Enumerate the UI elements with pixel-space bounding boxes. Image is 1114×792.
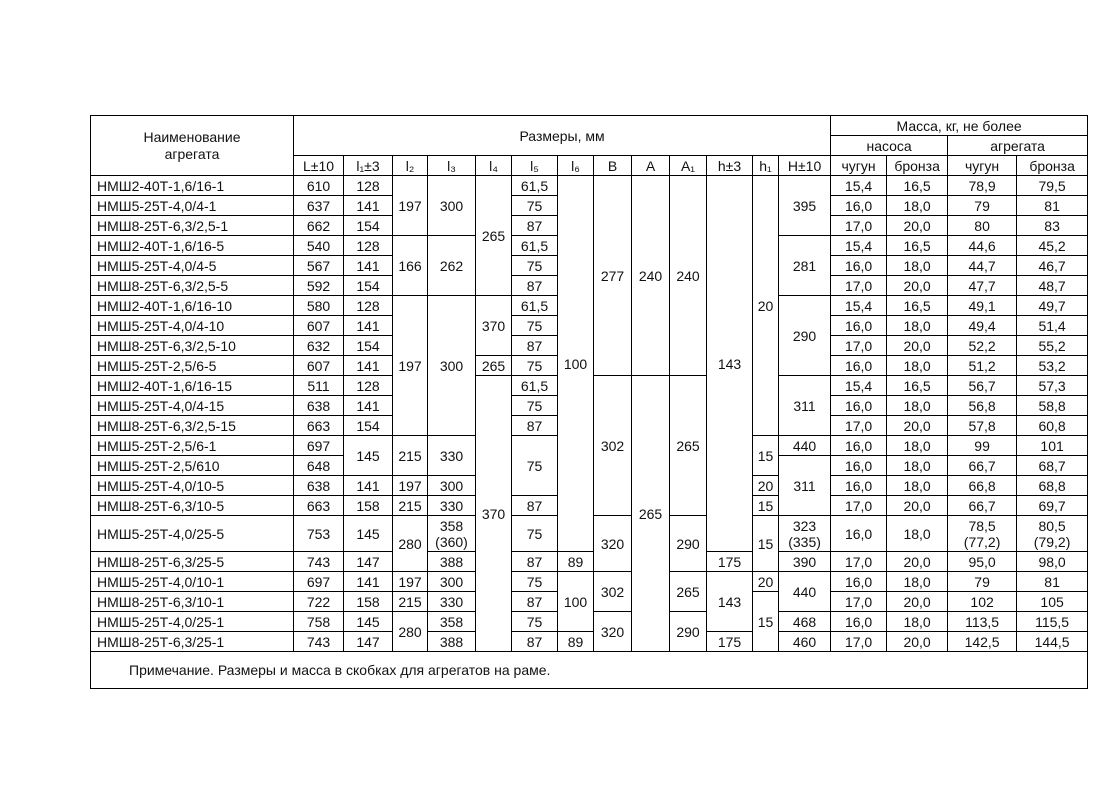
table-header: [91, 116, 1088, 176]
cell-h: 440: [779, 436, 831, 456]
cell-h: 311: [779, 456, 831, 516]
cell-l: 743: [294, 552, 344, 572]
cell-m-pump-iron: 15,4: [831, 176, 887, 196]
cell-m-unit-iron: 99: [948, 436, 1017, 456]
cell-l5: 75: [512, 436, 558, 496]
cell-m-pump-iron: 16,0: [831, 572, 887, 592]
cell-m-pump-bronze: 20,0: [887, 416, 948, 436]
cell-m-unit-bronze: 81: [1017, 196, 1088, 216]
cell-m-pump-bronze: 16,5: [887, 376, 948, 396]
cell-h1: 20: [753, 572, 779, 592]
cell-h1: 15: [753, 496, 779, 516]
cell-b: 302: [594, 572, 632, 612]
column-header: бронза: [887, 156, 948, 176]
cell-a1: 290: [670, 516, 707, 572]
cell-m-unit-iron: 56,7: [948, 376, 1017, 396]
header-name: Наименование агрегата: [91, 116, 294, 176]
cell-l2: 215: [393, 436, 428, 476]
cell-m-unit-iron: 95,0: [948, 552, 1017, 572]
cell-l1: 147: [344, 552, 393, 572]
table-row: [91, 176, 1088, 196]
cell-m-pump-iron: 17,0: [831, 552, 887, 572]
cell-m-unit-bronze: 105: [1017, 592, 1088, 612]
cell-m-pump-bronze: 20,0: [887, 216, 948, 236]
cell-l4: 265: [476, 176, 512, 296]
cell-l3: 388: [428, 552, 476, 572]
cell-h: 323 (335): [779, 516, 831, 552]
cell-h1: 15: [753, 592, 779, 652]
cell-m-unit-bronze: 55,2: [1017, 336, 1088, 356]
cell-m-unit-iron: 80: [948, 216, 1017, 236]
cell-l5: 75: [512, 516, 558, 552]
column-header: B: [594, 156, 632, 176]
cell-b: 320: [594, 612, 632, 652]
cell-l4: 370: [476, 376, 512, 652]
cell-l6: 89: [558, 632, 594, 652]
cell-m-pump-bronze: 18,0: [887, 572, 948, 592]
cell-h: 395: [779, 176, 831, 236]
header-mass-unit: агрегата: [948, 136, 1088, 156]
cell-m-pump-bronze: 20,0: [887, 276, 948, 296]
table-body: [91, 176, 1088, 652]
cell-l5: 75: [512, 612, 558, 632]
column-header: чугун: [831, 156, 887, 176]
cell-l5: 87: [512, 216, 558, 236]
cell-m-pump-bronze: 20,0: [887, 336, 948, 356]
header-mass-pump: насоса: [831, 136, 948, 156]
cell-m-unit-iron: 78,9: [948, 176, 1017, 196]
unit-name: НМШ8-25Т-6,3/25-1: [91, 632, 294, 652]
cell-l1: 158: [344, 496, 393, 516]
cell-l2: 197: [393, 476, 428, 496]
cell-m-unit-bronze: 144,5: [1017, 632, 1088, 652]
cell-l: 592: [294, 276, 344, 296]
unit-name: НМШ2-40Т-1,6/16-1: [91, 176, 294, 196]
cell-l2: 197: [393, 176, 428, 236]
unit-name: НМШ5-25Т-2,5/6-5: [91, 356, 294, 376]
cell-m-pump-iron: 16,0: [831, 456, 887, 476]
cell-l: 511: [294, 376, 344, 396]
cell-m-unit-iron: 47,7: [948, 276, 1017, 296]
cell-m-unit-bronze: 60,8: [1017, 416, 1088, 436]
cell-a1: 240: [670, 176, 707, 376]
unit-name: НМШ2-40Т-1,6/16-5: [91, 236, 294, 256]
cell-m-pump-iron: 17,0: [831, 336, 887, 356]
cell-m-unit-iron: 113,5: [948, 612, 1017, 632]
column-header: чугун: [948, 156, 1017, 176]
cell-l5: 75: [512, 316, 558, 336]
cell-m-unit-bronze: 83: [1017, 216, 1088, 236]
cell-m-unit-bronze: 81: [1017, 572, 1088, 592]
cell-l3: 388: [428, 632, 476, 652]
cell-h: 468: [779, 612, 831, 632]
cell-m-pump-iron: 17,0: [831, 592, 887, 612]
column-header: l₆: [558, 156, 594, 176]
unit-name: НМШ8-25Т-6,3/25-5: [91, 552, 294, 572]
cell-b: 302: [594, 376, 632, 516]
cell-l: 607: [294, 356, 344, 376]
cell-m-unit-iron: 79: [948, 196, 1017, 216]
cell-h: 390: [779, 552, 831, 572]
cell-l5: 75: [512, 196, 558, 216]
cell-m-pump-bronze: 16,5: [887, 296, 948, 316]
unit-name: НМШ8-25Т-6,3/2,5-5: [91, 276, 294, 296]
cell-m-pump-bronze: 18,0: [887, 316, 948, 336]
cell-m-pump-iron: 16,0: [831, 516, 887, 552]
cell-l2: 215: [393, 496, 428, 516]
cell-h: 311: [779, 376, 831, 436]
cell-l1: 141: [344, 196, 393, 216]
cell-h1: 20: [753, 176, 779, 436]
cell-l6: 89: [558, 552, 594, 572]
column-header: h±3: [707, 156, 753, 176]
cell-l: 663: [294, 496, 344, 516]
cell-l1: 145: [344, 436, 393, 476]
cell-m-pump-bronze: 18,0: [887, 516, 948, 552]
cell-l1: 128: [344, 176, 393, 196]
column-header: l₃: [428, 156, 476, 176]
cell-m-pump-iron: 17,0: [831, 632, 887, 652]
cell-l5: 87: [512, 632, 558, 652]
unit-name: НМШ8-25Т-6,3/2,5-1: [91, 216, 294, 236]
cell-m-pump-iron: 17,0: [831, 216, 887, 236]
cell-m-unit-iron: 44,6: [948, 236, 1017, 256]
cell-b: 320: [594, 516, 632, 572]
cell-l1: 145: [344, 516, 393, 552]
cell-l5: 61,5: [512, 236, 558, 256]
column-header: h₁: [753, 156, 779, 176]
cell-m-unit-bronze: 115,5: [1017, 612, 1088, 632]
unit-name: НМШ8-25Т-6,3/2,5-15: [91, 416, 294, 436]
cell-h: 290: [779, 296, 831, 376]
unit-name: НМШ5-25Т-4,0/10-1: [91, 572, 294, 592]
cell-m-pump-bronze: 18,0: [887, 256, 948, 276]
cell-m-pump-bronze: 18,0: [887, 396, 948, 416]
cell-m-pump-iron: 16,0: [831, 316, 887, 336]
cell-l3: 262: [428, 236, 476, 296]
cell-m-unit-iron: 66,7: [948, 456, 1017, 476]
cell-m-pump-iron: 15,4: [831, 376, 887, 396]
cell-m-unit-iron: 66,8: [948, 476, 1017, 496]
cell-m-unit-iron: 78,5 (77,2): [948, 516, 1017, 552]
cell-l: 743: [294, 632, 344, 652]
cell-m-unit-bronze: 49,7: [1017, 296, 1088, 316]
cell-m-pump-iron: 16,0: [831, 612, 887, 632]
cell-m-unit-bronze: 57,3: [1017, 376, 1088, 396]
cell-l5: 75: [512, 572, 558, 592]
column-header: H±10: [779, 156, 831, 176]
cell-l5: 61,5: [512, 376, 558, 396]
cell-m-unit-bronze: 58,8: [1017, 396, 1088, 416]
cell-m-pump-iron: 17,0: [831, 496, 887, 516]
cell-m-pump-bronze: 18,0: [887, 436, 948, 456]
unit-name: НМШ5-25Т-4,0/4-1: [91, 196, 294, 216]
cell-l5: 75: [512, 256, 558, 276]
cell-m-pump-iron: 17,0: [831, 416, 887, 436]
cell-m-pump-bronze: 20,0: [887, 552, 948, 572]
cell-l3: 358 (360): [428, 516, 476, 552]
header-mass: Масса, кг, не более: [831, 116, 1088, 136]
unit-name: НМШ5-25Т-4,0/10-5: [91, 476, 294, 496]
cell-m-unit-bronze: 69,7: [1017, 496, 1088, 516]
table-row: [91, 552, 1088, 572]
cell-m-pump-bronze: 20,0: [887, 632, 948, 652]
cell-l5: 87: [512, 496, 558, 516]
cell-l: 610: [294, 176, 344, 196]
column-header: A: [632, 156, 670, 176]
cell-a: 240: [632, 176, 670, 376]
cell-h: 143: [707, 572, 753, 632]
cell-h: 175: [707, 632, 753, 652]
cell-l: 607: [294, 316, 344, 336]
cell-m-pump-bronze: 18,0: [887, 476, 948, 496]
cell-m-unit-bronze: 48,7: [1017, 276, 1088, 296]
cell-l1: 128: [344, 376, 393, 396]
cell-l1: 141: [344, 396, 393, 416]
cell-l4: 265: [476, 356, 512, 376]
cell-l5: 87: [512, 592, 558, 612]
cell-l3: 358: [428, 612, 476, 632]
cell-l: 662: [294, 216, 344, 236]
cell-m-unit-iron: 44,7: [948, 256, 1017, 276]
cell-l: 632: [294, 336, 344, 356]
cell-l3: 330: [428, 436, 476, 476]
cell-l1: 141: [344, 256, 393, 276]
cell-m-pump-iron: 15,4: [831, 236, 887, 256]
unit-name: НМШ8-25Т-6,3/10-1: [91, 592, 294, 612]
cell-l1: 128: [344, 236, 393, 256]
cell-l1: 158: [344, 592, 393, 612]
cell-l5: 87: [512, 416, 558, 436]
header-dimensions: Размеры, мм: [294, 116, 831, 156]
cell-m-unit-iron: 49,4: [948, 316, 1017, 336]
cell-m-unit-bronze: 68,7: [1017, 456, 1088, 476]
cell-l1: 154: [344, 416, 393, 436]
cell-m-pump-iron: 15,4: [831, 296, 887, 316]
cell-l5: 87: [512, 336, 558, 356]
column-header: l₅: [512, 156, 558, 176]
cell-l3: 300: [428, 176, 476, 236]
column-header: l₄: [476, 156, 512, 176]
cell-l6: 100: [558, 572, 594, 632]
unit-name: НМШ5-25Т-4,0/4-10: [91, 316, 294, 336]
cell-l3: 330: [428, 496, 476, 516]
cell-m-unit-iron: 79: [948, 572, 1017, 592]
cell-h: 143: [707, 176, 753, 552]
cell-l1: 141: [344, 316, 393, 336]
cell-l: 758: [294, 612, 344, 632]
cell-l1: 141: [344, 476, 393, 496]
cell-h1: 15: [753, 516, 779, 572]
cell-m-unit-bronze: 98,0: [1017, 552, 1088, 572]
cell-l1: 147: [344, 632, 393, 652]
cell-m-unit-bronze: 45,2: [1017, 236, 1088, 256]
column-header: бронза: [1017, 156, 1088, 176]
cell-m-pump-bronze: 16,5: [887, 236, 948, 256]
pump-units-table: [90, 115, 1088, 689]
column-header: A₁: [670, 156, 707, 176]
cell-l2: 197: [393, 296, 428, 436]
unit-name: НМШ2-40Т-1,6/16-15: [91, 376, 294, 396]
cell-l: 697: [294, 436, 344, 456]
cell-m-pump-iron: 16,0: [831, 256, 887, 276]
unit-name: НМШ5-25Т-4,0/25-5: [91, 516, 294, 552]
cell-l1: 154: [344, 336, 393, 356]
cell-l: 722: [294, 592, 344, 612]
cell-l: 540: [294, 236, 344, 256]
cell-a1: 265: [670, 572, 707, 612]
cell-m-unit-iron: 142,5: [948, 632, 1017, 652]
cell-l3: 330: [428, 592, 476, 612]
cell-l: 697: [294, 572, 344, 592]
cell-m-unit-bronze: 101: [1017, 436, 1088, 456]
cell-m-pump-iron: 16,0: [831, 436, 887, 456]
cell-m-pump-bronze: 18,0: [887, 356, 948, 376]
cell-a1: 290: [670, 612, 707, 652]
cell-m-pump-bronze: 18,0: [887, 612, 948, 632]
cell-l1: 154: [344, 216, 393, 236]
cell-m-unit-bronze: 53,2: [1017, 356, 1088, 376]
cell-l5: 61,5: [512, 296, 558, 316]
cell-h: 440: [779, 572, 831, 612]
cell-h1: 20: [753, 476, 779, 496]
cell-m-unit-iron: 66,7: [948, 496, 1017, 516]
cell-m-pump-bronze: 16,5: [887, 176, 948, 196]
unit-name: НМШ2-40Т-1,6/16-10: [91, 296, 294, 316]
cell-l: 648: [294, 456, 344, 476]
cell-a: 265: [632, 376, 670, 652]
cell-m-unit-iron: 102: [948, 592, 1017, 612]
cell-m-pump-bronze: 18,0: [887, 456, 948, 476]
cell-l: 753: [294, 516, 344, 552]
unit-name: НМШ8-25Т-6,3/2,5-10: [91, 336, 294, 356]
cell-l: 580: [294, 296, 344, 316]
column-header: l₂: [393, 156, 428, 176]
cell-l5: 75: [512, 356, 558, 376]
column-header: l₁±3: [344, 156, 393, 176]
cell-m-pump-bronze: 20,0: [887, 592, 948, 612]
cell-m-unit-bronze: 68,8: [1017, 476, 1088, 496]
unit-name: НМШ5-25Т-4,0/4-15: [91, 396, 294, 416]
cell-l3: 300: [428, 476, 476, 496]
cell-m-unit-iron: 57,8: [948, 416, 1017, 436]
cell-a1: 265: [670, 376, 707, 516]
cell-l6: 100: [558, 176, 594, 552]
cell-l1: 154: [344, 276, 393, 296]
cell-l: 567: [294, 256, 344, 276]
cell-l1: 141: [344, 356, 393, 376]
cell-l2: 280: [393, 516, 428, 572]
cell-l2: 280: [393, 612, 428, 652]
unit-name: НМШ8-25Т-6,3/10-5: [91, 496, 294, 516]
cell-h1: 15: [753, 436, 779, 476]
unit-name: НМШ5-25Т-2,5/610: [91, 456, 294, 476]
cell-m-unit-iron: 56,8: [948, 396, 1017, 416]
cell-l2: 215: [393, 592, 428, 612]
cell-h: 460: [779, 632, 831, 652]
cell-m-unit-bronze: 80,5 (79,2): [1017, 516, 1088, 552]
unit-name: НМШ5-25Т-4,0/25-1: [91, 612, 294, 632]
cell-m-pump-iron: 16,0: [831, 356, 887, 376]
cell-l5: 61,5: [512, 176, 558, 196]
cell-l1: 128: [344, 296, 393, 316]
cell-m-unit-bronze: 46,7: [1017, 256, 1088, 276]
cell-m-pump-bronze: 20,0: [887, 496, 948, 516]
cell-l1: 141: [344, 572, 393, 592]
cell-m-pump-bronze: 18,0: [887, 196, 948, 216]
cell-l5: 75: [512, 396, 558, 416]
cell-l4: 370: [476, 296, 512, 356]
column-header: L±10: [294, 156, 344, 176]
cell-m-unit-bronze: 51,4: [1017, 316, 1088, 336]
cell-l3: 300: [428, 296, 476, 436]
table-row: [91, 632, 1088, 652]
cell-m-pump-iron: 16,0: [831, 396, 887, 416]
cell-l: 638: [294, 476, 344, 496]
table-row: [91, 572, 1088, 592]
cell-m-unit-iron: 51,2: [948, 356, 1017, 376]
cell-l2: 166: [393, 236, 428, 296]
cell-l5: 87: [512, 276, 558, 296]
cell-l: 663: [294, 416, 344, 436]
cell-l2: 197: [393, 572, 428, 592]
cell-m-unit-iron: 52,2: [948, 336, 1017, 356]
cell-l: 638: [294, 396, 344, 416]
cell-l1: 145: [344, 612, 393, 632]
cell-l3: 300: [428, 572, 476, 592]
cell-h: 281: [779, 236, 831, 296]
cell-m-unit-iron: 49,1: [948, 296, 1017, 316]
unit-name: НМШ5-25Т-4,0/4-5: [91, 256, 294, 276]
cell-l: 637: [294, 196, 344, 216]
cell-l5: 87: [512, 552, 558, 572]
cell-m-pump-iron: 16,0: [831, 476, 887, 496]
unit-name: НМШ5-25Т-2,5/6-1: [91, 436, 294, 456]
table-note: Примечание. Размеры и масса в скобках для агрегатов на раме.: [91, 652, 1088, 689]
cell-m-pump-iron: 16,0: [831, 196, 887, 216]
cell-m-pump-iron: 17,0: [831, 276, 887, 296]
cell-m-unit-bronze: 79,5: [1017, 176, 1088, 196]
cell-b: 277: [594, 176, 632, 376]
cell-h: 175: [707, 552, 753, 572]
